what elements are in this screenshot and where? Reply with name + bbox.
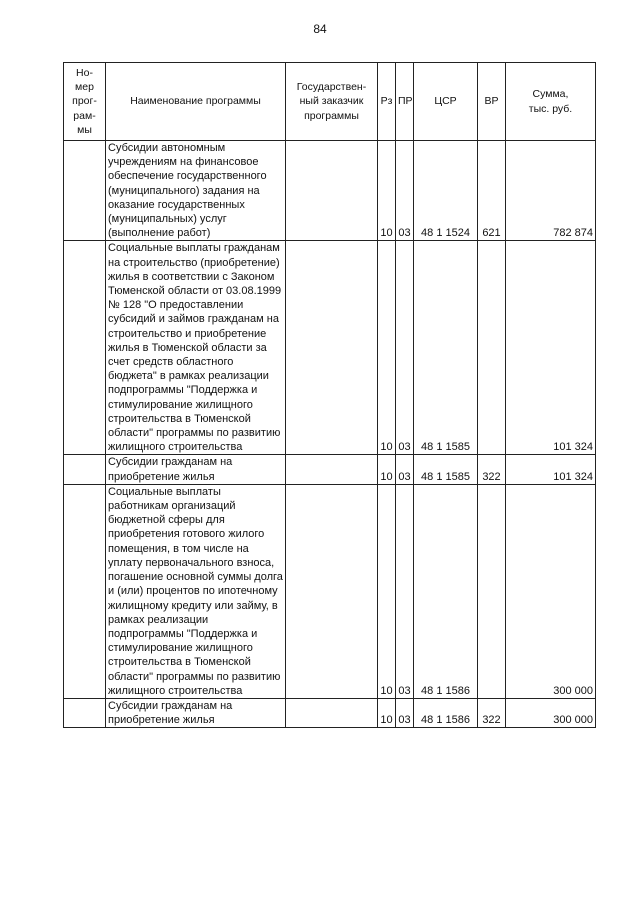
header-pr: ПР [396,63,414,141]
cell-name: Социальные выплаты работникам организаций бюджетной сферы для приобретения готового жилого помещения, в том числе на уплату первоначального взноса, погашение основной суммы долга и (или) процентов по ипотечному жилищному кредиту или займу, в рамках реализации подпрограммы "Поддержка и стимулирование жилищного строительства в Тюменской области" программы по развитию жилищного строительства [106,484,286,698]
cell-customer [286,698,378,727]
cell-vr [478,241,506,455]
table-row [64,241,596,455]
cell-csr: 48 1 1585 [414,455,478,484]
table-row [64,484,596,698]
cell-pr: 03 [396,141,414,241]
table-header-row [64,63,596,141]
cell-number [64,241,106,455]
cell-csr: 48 1 1586 [414,484,478,698]
cell-rz: 10 [378,484,396,698]
budget-table [63,62,596,728]
cell-number [64,698,106,727]
header-vr: ВР [478,63,506,141]
cell-sum: 300 000 [506,484,596,698]
header-customer: Государствен- ный заказчик программы [286,63,378,141]
cell-rz: 10 [378,698,396,727]
cell-number [64,455,106,484]
cell-number [64,484,106,698]
cell-customer [286,141,378,241]
cell-sum: 101 324 [506,241,596,455]
header-rz: Рз [378,63,396,141]
cell-customer [286,241,378,455]
header-csr: ЦСР [414,63,478,141]
header-sum: Сумма, тыс. руб. [506,63,596,141]
cell-csr: 48 1 1586 [414,698,478,727]
cell-rz: 10 [378,455,396,484]
cell-vr: 621 [478,141,506,241]
header-name: Наименование программы [106,63,286,141]
cell-number [64,141,106,241]
cell-name: Субсидии гражданам на приобретение жилья [106,455,286,484]
cell-csr: 48 1 1585 [414,241,478,455]
cell-pr: 03 [396,455,414,484]
cell-csr: 48 1 1524 [414,141,478,241]
cell-vr: 322 [478,698,506,727]
table-row [64,455,596,484]
cell-vr: 322 [478,455,506,484]
cell-sum: 782 874 [506,141,596,241]
cell-pr: 03 [396,241,414,455]
table-row [64,141,596,241]
header-number: Но- мер прог- рам- мы [64,63,106,141]
cell-pr: 03 [396,698,414,727]
page-number: 84 [313,22,327,36]
cell-sum: 101 324 [506,455,596,484]
cell-vr [478,484,506,698]
cell-name: Социальные выплаты гражданам на строительство (приобретение) жилья в соответствии с Законом Тюменской области от 03.08.1999 № 128 "О предоставлении субсидий и займов гражданам на строительство и приобретение жилья в Тюменской области за счет средств областного бюджета" в рамках реализации подпрограммы "Поддержка и стимулирование жилищного строительства в Тюменской области" программы по развитию жилищного строительства [106,241,286,455]
cell-rz: 10 [378,241,396,455]
cell-name: Субсидии автономным учреждениям на финансовое обеспечение государственного (муниципального) задания на оказание государственных (муниципальных) услуг (выполнение работ) [106,141,286,241]
cell-sum: 300 000 [506,698,596,727]
cell-customer [286,455,378,484]
cell-customer [286,484,378,698]
cell-pr: 03 [396,484,414,698]
cell-name: Субсидии гражданам на приобретение жилья [106,698,286,727]
cell-rz: 10 [378,141,396,241]
table-row [64,698,596,727]
